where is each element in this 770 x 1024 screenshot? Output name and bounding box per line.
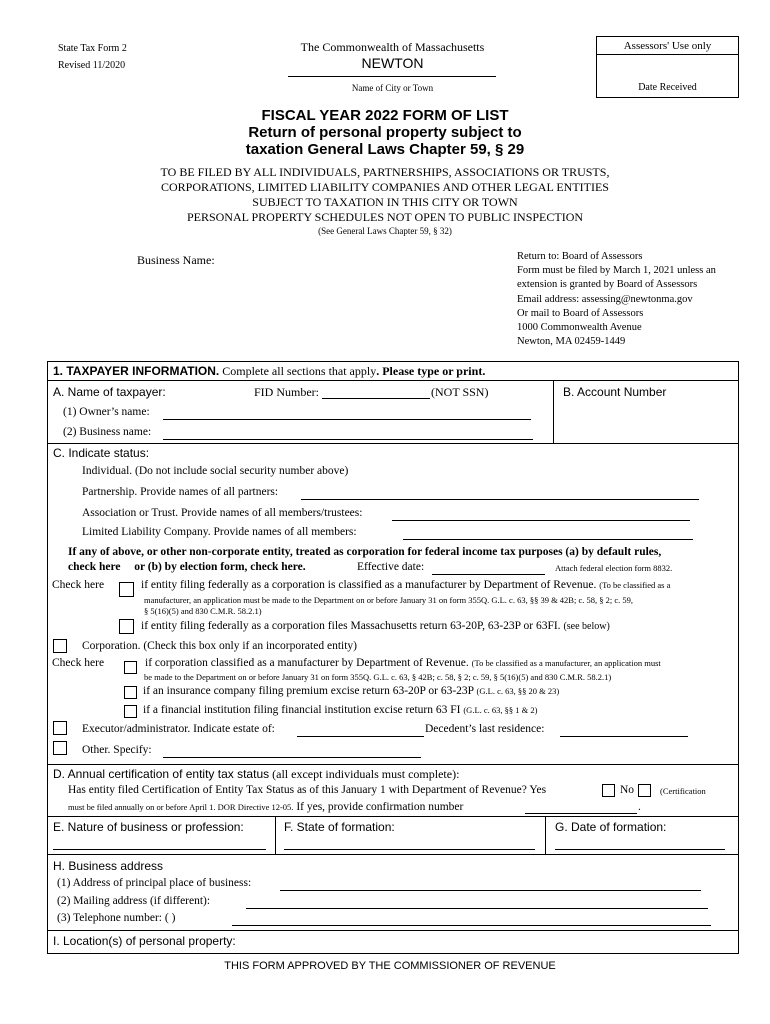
default-rules-check-label: check here <box>68 561 121 573</box>
owner-name-label: (1) Owner’s name: <box>63 406 150 418</box>
financial-institution-checkbox[interactable] <box>124 705 137 718</box>
financial-institution-main: if a financial institution filing financial institution excise return 63 FI <box>143 704 461 716</box>
corp-manufacturer-main: if corporation classified as a manufacturer by Department of Revenue. <box>145 657 469 669</box>
manufacturer-note-3: § 5(16)(5) and 830 C.M.R. 58.2.1) <box>144 606 262 616</box>
form-subtitle-2: taxation General Laws Chapter 59, § 29 <box>245 141 525 158</box>
insurance-main: if an insurance company filing premium excise return 63-20P or 63-23P <box>143 685 474 697</box>
fid-label: FID Number: <box>254 385 319 399</box>
filing-notice-3: SUBJECT TO TAXATION IN THIS CITY OR TOWN <box>252 195 518 209</box>
city-name: NEWTON <box>361 55 424 71</box>
confirmation-number-input[interactable] <box>525 800 637 814</box>
grid-rule <box>545 816 546 854</box>
corp-manufacturer-note-2: be made to the Department on or before January 31 on form 355Q. G.L. c. 63, § 42B; c. 58, § 2; c. 59, § 5(16)(5) and 830 C.M.R. 58.2.1) <box>144 672 612 682</box>
section-1-header <box>53 364 485 379</box>
account-number-label: B. Account Number <box>563 385 667 399</box>
corp-manufacturer-note: (To be classified as a manufacturer, an application must <box>471 658 661 668</box>
insurance-note: (G.L. c. 63, §§ 20 & 23) <box>476 686 560 696</box>
trustees-input[interactable] <box>392 507 690 521</box>
date-of-formation-label: G. Date of formation: <box>555 820 667 834</box>
grid-rule <box>47 816 739 817</box>
estate-of-input[interactable] <box>297 723 424 737</box>
corp-treatment-line-2 <box>68 561 306 573</box>
date-received-label: Date Received <box>638 82 697 93</box>
grid-rule <box>47 930 739 931</box>
business-name-field-label: (2) Business name: <box>63 426 152 438</box>
corporation-checkbox[interactable] <box>53 639 67 653</box>
status-association: Association or Trust. Provide names of all members/trustees: <box>82 507 363 519</box>
fid-number-input[interactable] <box>322 385 430 399</box>
status-individual: Individual. (Do not include social security number above) <box>82 465 349 477</box>
return-to-line: Newton, MA 02459-1449 <box>517 336 626 348</box>
return-to-line: Form must be filed by March 1, 2021 unless an <box>517 265 716 277</box>
section-d-header <box>53 767 459 782</box>
owner-name-input[interactable] <box>163 406 531 420</box>
grid-rule <box>553 380 554 443</box>
mailing-address-input[interactable] <box>246 895 708 909</box>
assessors-use-divider <box>597 54 738 55</box>
nature-of-business-input[interactable] <box>53 836 266 850</box>
mass-return-checkbox[interactable] <box>119 619 134 634</box>
principal-address-input[interactable] <box>280 877 701 891</box>
revision-date: Revised 11/2020 <box>58 60 126 71</box>
effective-date-label: Effective date: <box>357 561 425 573</box>
manufacturer-text <box>141 579 670 591</box>
decedent-residence-label: Decedent’s last residence: <box>425 723 545 735</box>
telephone-label: (3) Telephone number: ( ) <box>57 912 176 924</box>
taxpayer-name-label: A. Name of taxpayer: <box>53 385 166 399</box>
grid-rule <box>47 854 739 855</box>
decedent-residence-input[interactable] <box>560 723 688 737</box>
grid-rule <box>47 443 739 444</box>
confirmation-number-label: If yes, provide confirmation number <box>296 801 464 813</box>
return-to-line: extension is granted by Board of Assessors <box>517 279 698 291</box>
effective-date-input[interactable] <box>432 561 545 575</box>
form-subtitle-1: Return of personal property subject to <box>248 124 522 141</box>
property-location-label: I. Location(s) of personal property: <box>53 934 236 948</box>
certification-note-a: (Certification <box>660 786 706 796</box>
nature-of-business-label: E. Nature of business or profession: <box>53 820 244 834</box>
grid-rule <box>275 816 276 854</box>
status-partnership: Partnership. Provide names of all partners: <box>82 486 279 498</box>
commonwealth-heading: The Commonwealth of Massachusetts <box>300 40 485 54</box>
section-1-instruction-tail: . Please type or print. <box>376 364 486 378</box>
not-ssn-note: (NOT SSN) <box>431 385 489 399</box>
return-to-line: Or mail to Board of Assessors <box>517 307 644 319</box>
executor-checkbox[interactable] <box>53 721 67 735</box>
return-to-line: Return to: Board of Assessors <box>517 251 643 262</box>
state-of-formation-label: F. State of formation: <box>284 820 395 834</box>
assessors-use-label: Assessors' Use only <box>623 40 712 52</box>
manufacturer-note: (To be classified as a <box>599 580 671 590</box>
certification-yes-checkbox[interactable] <box>602 784 615 797</box>
check-here-label-2: Check here <box>52 657 105 669</box>
principal-address-label: (1) Address of principal place of business: <box>57 877 252 889</box>
grid-rule <box>47 764 739 765</box>
form-title: FISCAL YEAR 2022 FORM OF LIST <box>261 107 509 124</box>
certification-no-label: No <box>620 784 635 796</box>
status-label: C. Indicate status: <box>53 446 150 460</box>
business-name-input[interactable] <box>163 426 533 440</box>
manufacturer-checkbox[interactable] <box>119 582 134 597</box>
insurance-checkbox[interactable] <box>124 686 137 699</box>
entity-certification-tail: (all except individuals must complete): <box>272 767 460 781</box>
assessors-use-box <box>596 36 739 98</box>
form-id: State Tax Form 2 <box>58 43 127 54</box>
certification-question: Has entity filed Certification of Entity Tax Status as of this January 1 with Department of Revenue? Yes <box>68 784 547 796</box>
grid-rule <box>47 380 739 381</box>
filing-notice-4: PERSONAL PROPERTY SCHEDULES NOT OPEN TO PUBLIC INSPECTION <box>186 210 584 224</box>
mass-return-main: if entity filing federally as a corporation files Massachusetts return 63-20P, 63-23P or 63FI. <box>141 620 561 632</box>
attach-election-note: Attach federal election form 8832. <box>555 563 673 573</box>
return-to-line: 1000 Commonwealth Avenue <box>517 322 642 334</box>
business-address-label: H. Business address <box>53 859 164 873</box>
llc-members-input[interactable] <box>403 526 693 540</box>
certification-note-b: must be filed annually on or before April 1. DOR Directive 12-05. <box>68 802 294 812</box>
certification-no-checkbox[interactable] <box>638 784 651 797</box>
other-specify-input[interactable] <box>163 744 421 758</box>
manufacturer-note-2: manufacturer, an application must be made to the Department on or before January 31 on form 355Q. G.L. c. 63, §§ 39 & 42B; c. 58, § 2; c. 59, <box>144 595 633 605</box>
filing-notice-5: (See General Laws Chapter 59, § 32) <box>318 226 452 236</box>
corp-manufacturer-checkbox[interactable] <box>124 661 137 674</box>
date-of-formation-input[interactable] <box>555 836 725 850</box>
section-1-instruction: Complete all sections that apply <box>222 364 377 378</box>
election-check-label: or (b) by election form, check here. <box>134 561 306 573</box>
financial-institution-note: (G.L. c. 63, §§ 1 & 2) <box>463 705 538 715</box>
partners-input[interactable] <box>301 486 699 500</box>
status-other: Other. Specify: <box>82 744 152 756</box>
insurance-text <box>143 685 559 697</box>
corp-treatment-note: If any of above, or other non-corporate entity, treated as corporation for federal income tax purposes (a) by default rules, <box>68 546 662 558</box>
entity-certification-label: D. Annual certification of entity tax status <box>53 767 270 781</box>
telephone-input[interactable] <box>232 912 711 926</box>
return-to-block <box>517 250 716 349</box>
return-to-email: Email address: assessing@newtonma.gov <box>517 293 693 305</box>
corp-manufacturer-text <box>145 657 661 669</box>
financial-institution-text <box>143 704 537 716</box>
approval-footer: THIS FORM APPROVED BY THE COMMISSIONER OF REVENUE <box>224 960 556 972</box>
city-underline <box>288 76 496 77</box>
status-executor: Executor/administrator. Indicate estate of: <box>82 723 275 735</box>
other-status-checkbox[interactable] <box>53 741 67 755</box>
status-corporation: Corporation. (Check this box only if an incorporated entity) <box>82 640 357 652</box>
business-name-label: Business Name: <box>137 253 215 267</box>
section-1-title: 1. TAXPAYER INFORMATION. <box>53 364 220 378</box>
see-below-note: (see below) <box>563 621 610 632</box>
city-caption: Name of City or Town <box>351 83 434 93</box>
mass-return-text <box>141 620 610 632</box>
status-llc: Limited Liability Company. Provide names of all members: <box>82 526 357 538</box>
certification-line-2 <box>68 801 463 813</box>
check-here-label: Check here <box>52 579 105 591</box>
confirmation-period: . <box>638 801 641 813</box>
mailing-address-label: (2) Mailing address (if different): <box>57 895 211 907</box>
filing-notice-1: TO BE FILED BY ALL INDIVIDUALS, PARTNERSHIPS, ASSOCIATIONS OR TRUSTS, <box>160 165 610 179</box>
filing-notice-2: CORPORATIONS, LIMITED LIABILITY COMPANIES AND OTHER LEGAL ENTITIES <box>161 180 609 194</box>
manufacturer-main: if entity filing federally as a corporation is classified as a manufacturer by Department of Revenue. <box>141 579 597 591</box>
state-of-formation-input[interactable] <box>284 836 535 850</box>
